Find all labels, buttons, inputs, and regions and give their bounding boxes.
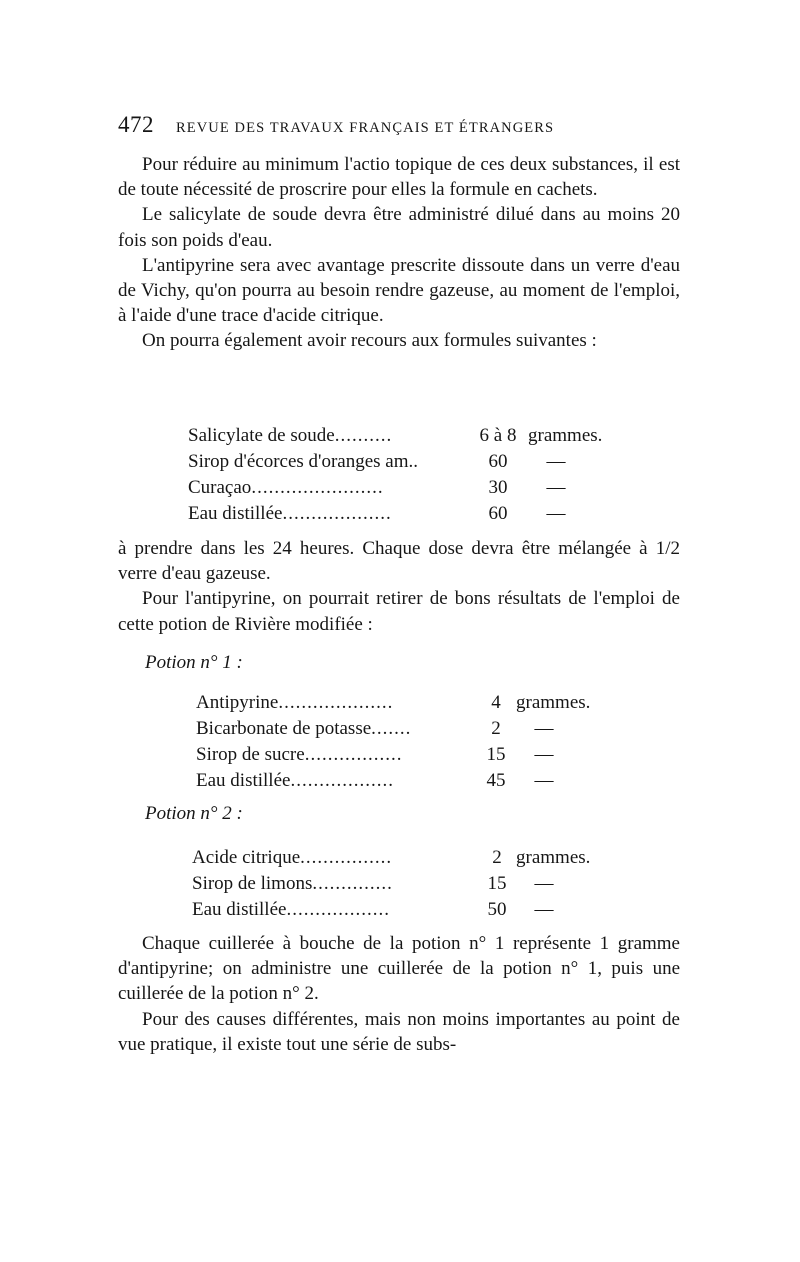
- text-block-bottom: [118, 931, 680, 1057]
- ingredient-name: Sirop de sucre: [196, 744, 305, 765]
- paragraph: Pour des causes différentes, mais non moins importantes au point de vue pratique, il existe tout une série de subs-: [118, 1008, 680, 1055]
- running-title: REVUE DES TRAVAUX FRANÇAIS ET ÉTRANGERS: [176, 120, 555, 136]
- leader-dots: ..................: [290, 770, 394, 791]
- ingredient-unit: —: [546, 477, 566, 498]
- page-header: [118, 112, 678, 138]
- formula-row: [196, 690, 606, 716]
- ingredient-unit: grammes.: [516, 692, 591, 713]
- ingredient-quantity: 6 à 8: [479, 425, 517, 446]
- leader-dots: ..........: [334, 425, 393, 446]
- formula-row: [188, 423, 618, 449]
- ingredient-name: Acide citrique: [192, 847, 301, 868]
- ingredient-name: Sirop de limons: [192, 873, 313, 894]
- potion-1-title: Potion n° 1 :: [145, 652, 243, 673]
- formula-row: [188, 475, 618, 501]
- ingredient-quantity: 2: [491, 718, 501, 739]
- leader-dots: ..................: [286, 899, 390, 920]
- leader-dots: ....................: [278, 692, 394, 713]
- ingredient-unit: grammes.: [516, 847, 591, 868]
- page-number: 472: [118, 112, 154, 137]
- ingredient-quantity: 45: [486, 770, 506, 791]
- paragraph: Pour réduire au minimum l'actio topique de ces deux substances, il est de toute nécessité de proscrire pour elles la formule en cachets.: [118, 154, 680, 201]
- ingredient-quantity: 60: [488, 503, 508, 524]
- formula-row: [196, 768, 606, 794]
- ingredient-quantity: 15: [487, 873, 507, 894]
- ingredient-quantity: 2: [492, 847, 502, 868]
- ingredient-name: Eau distillée: [196, 770, 291, 791]
- ingredient-unit: —: [534, 744, 554, 765]
- ingredient-name: Eau distillée: [192, 899, 287, 920]
- potion-2-formula: [192, 845, 606, 923]
- potion-1-formula: [196, 690, 606, 794]
- ingredient-quantity: 60: [488, 451, 508, 472]
- ingredient-name: Curaçao: [188, 477, 252, 498]
- leader-dots: .................: [304, 744, 403, 765]
- formula-1: [188, 423, 618, 527]
- formula-row: [192, 845, 606, 871]
- formula-row: [188, 501, 618, 527]
- text-block-mid: [118, 536, 680, 637]
- ingredient-unit: —: [546, 503, 566, 524]
- formula-row: [188, 449, 618, 475]
- ingredient-quantity: 4: [491, 692, 501, 713]
- paragraph: On pourra également avoir recours aux formules suivantes :: [142, 330, 597, 352]
- potion-2-title: Potion n° 2 :: [145, 803, 243, 824]
- ingredient-name: Antipyrine: [196, 692, 279, 713]
- ingredient-name: Eau distillée: [188, 503, 283, 524]
- formula-row: [192, 871, 606, 897]
- ingredient-name: Salicylate de soude: [188, 425, 335, 446]
- ingredient-unit: —: [534, 718, 554, 739]
- ingredient-quantity: 50: [487, 899, 507, 920]
- leader-dots: ................: [300, 847, 393, 868]
- ingredient-quantity: 15: [486, 744, 506, 765]
- formula-row: [196, 742, 606, 768]
- ingredient-unit: —: [534, 770, 554, 791]
- paragraph: L'antipyrine sera avec avantage prescrite dissoute dans un verre d'eau de Vichy, qu'on pourra au besoin rendre gazeuse, au moment de l'emploi, à l'aide d'une trace d'acide citrique.: [118, 254, 680, 327]
- paragraph: Chaque cuillerée à bouche de la potion n° 1 représente 1 gramme d'antipyrine; on administre une cuillerée de la potion n° 1, puis une cuillerée de la potion n° 2.: [118, 933, 680, 1005]
- ingredient-unit: —: [534, 873, 554, 894]
- paragraph: Le salicylate de soude devra être administré dilué dans au moins 20 fois son poids d'eau.: [118, 204, 680, 251]
- leader-dots: .......: [371, 718, 412, 739]
- leader-dots: ...................: [282, 503, 392, 524]
- leader-dots: .......................: [251, 477, 384, 498]
- paragraph: Pour l'antipyrine, on pourrait retirer de bons résultats de l'emploi de cette potion de Rivière modifiée :: [118, 588, 680, 635]
- formula-row: [192, 897, 606, 923]
- leader-dots: ..............: [312, 873, 393, 894]
- text-block-top: [118, 152, 680, 354]
- ingredient-unit: —: [534, 899, 554, 920]
- ingredient-name: Sirop d'écorces d'oranges am..: [188, 451, 419, 472]
- formula-row: [196, 716, 606, 742]
- paragraph: à prendre dans les 24 heures. Chaque dose devra être mélangée à 1/2 verre d'eau gazeuse.: [118, 538, 680, 585]
- ingredient-unit: —: [546, 451, 566, 472]
- ingredient-unit: grammes.: [528, 425, 603, 446]
- ingredient-name: Bicarbonate de potasse: [196, 718, 372, 739]
- ingredient-quantity: 30: [488, 477, 508, 498]
